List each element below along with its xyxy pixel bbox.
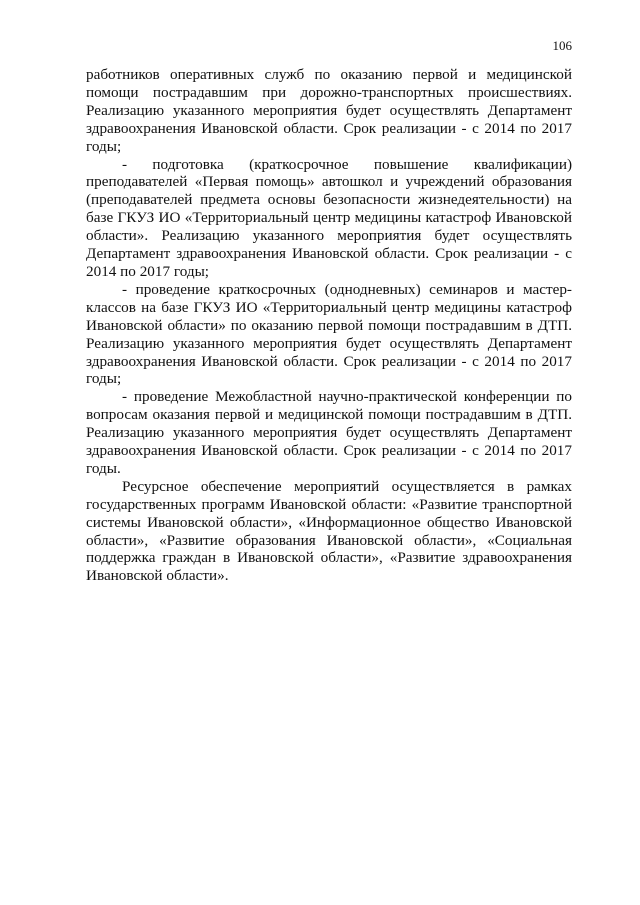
paragraph-continuation: работников оперативных служб по оказанию первой и медицинской помощи пострадавшим при дорожно-транспортных происшествиях. Реализацию указанного мероприятия будет осуществлять Департамент здравоохранения Ивановской области. Срок реализации - с 2014 по 2017 годы; [86,66,572,155]
document-body [86,66,572,585]
paragraph-teacher-training: - подготовка (краткосрочное повышение квалификации) преподавателей «Первая помощь» автошкол и учреждений образования (преподавателей предмета основы безопасности жизнедеятельности) на базе ГКУЗ ИО «Территориальный центр медицины катастроф Ивановской области». Реализацию указанного мероприятия будет осуществлять Департамент здравоохранения Ивановской области. Срок реализации - с 2014 по 2017 годы; [86,155,572,280]
paragraph-resource-provision: Ресурсное обеспечение мероприятий осуществляется в рамках государственных программ Ивановской области: «Развитие транспортной системы Ивановской области», «Информационное общество Ивановской области», «Развитие образования Ивановской области», «Социальная поддержка граждан в Ивановской области», «Развитие здравоохранения Ивановской области». [86,477,572,585]
paragraph-conference: - проведение Межобластной научно-практической конференции по вопросам оказания первой и медицинской помощи пострадавшим в ДТП. Реализацию указанного мероприятия будет осуществлять Департамент здравоохранения Ивановской области. Срок реализации - с 2014 по 2017 годы. [86,388,572,477]
paragraph-seminars: - проведение краткосрочных (однодневных) семинаров и мастер-классов на базе ГКУЗ ИО «Территориальный центр медицины катастроф Ивановской области» по оказанию первой помощи пострадавшим в ДТП. Реализацию указанного мероприятия будет осуществлять Департамент здравоохранения Ивановской области. Срок реализации - с 2014 по 2017 годы; [86,280,572,388]
page-number: 106 [552,38,572,53]
